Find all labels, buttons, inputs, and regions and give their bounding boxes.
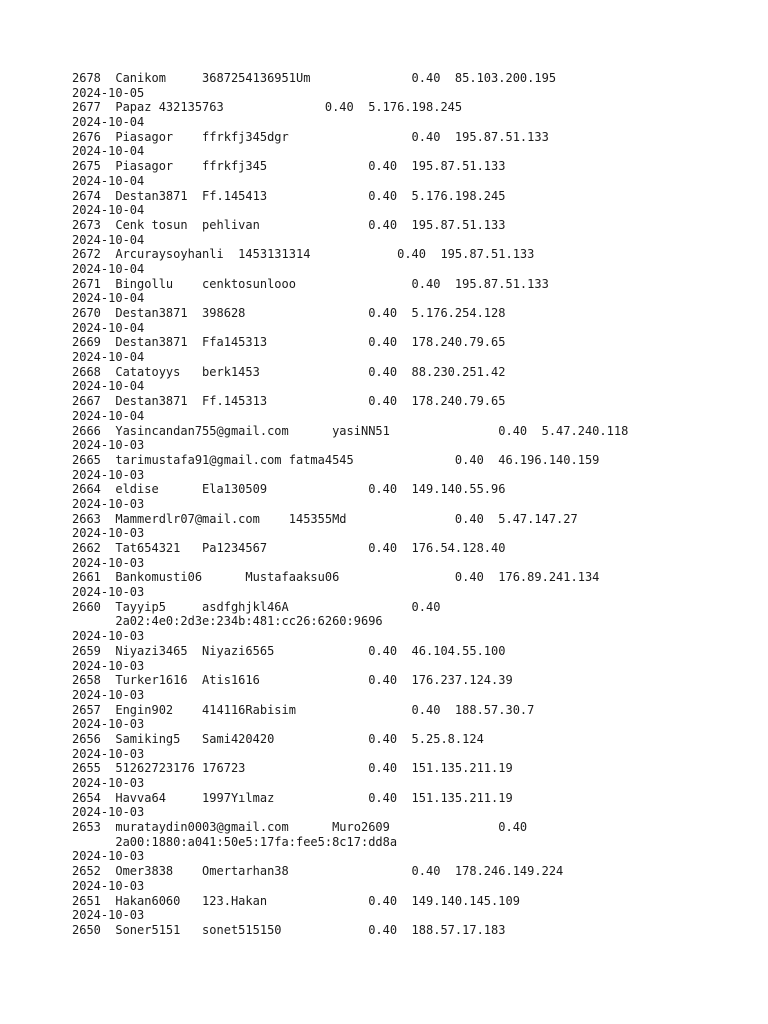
- record-entry: [72, 247, 752, 276]
- record-line: 2024-10-04: [72, 261, 145, 276]
- record-line: 2024-10-05: [72, 85, 145, 100]
- record-line: 2024-10-04: [72, 232, 145, 247]
- record-line: 2024-10-03: [72, 746, 145, 761]
- record-line: 2666 Yasincandan755@gmail.com yasiNN51 0.40 5.47.240.118: [72, 423, 629, 438]
- record-line: 2665 tarimustafa91@gmail.com fatma4545 0.40 46.196.140.159: [72, 452, 600, 467]
- record-line: 2652 Omer3838 Omertarhan38 0.40 178.246.149.224: [72, 864, 564, 879]
- record-entry: [72, 335, 752, 364]
- record-line: 2660 Tayyip5 asdfghjkl46A 0.40: [72, 599, 441, 614]
- record-entry: [72, 365, 752, 394]
- record-line: 2024-10-03: [72, 467, 145, 482]
- record-line: 2659 Niyazi3465 Niyazi6565 0.40 46.104.55.100: [72, 643, 506, 658]
- record-line: 2024-10-03: [72, 776, 145, 790]
- record-entry: [72, 159, 752, 188]
- record-entry: [72, 394, 752, 423]
- record-line: 2024-10-03: [72, 878, 145, 893]
- record-line: 2024-10-04: [72, 115, 145, 130]
- record-line: 2024-10-04: [72, 408, 145, 423]
- record-entry: [72, 424, 752, 453]
- record-line: 2024-10-04: [72, 350, 145, 365]
- record-line: 2024-10-03: [72, 687, 145, 702]
- record-entry: [72, 512, 752, 541]
- record-line: 2024-10-03: [72, 526, 145, 541]
- record-line: 2661 Bankomusti06 Mustafaaksu06 0.40 176.89.241.134: [72, 570, 600, 585]
- record-entry: [72, 306, 752, 335]
- record-entry: [72, 703, 752, 732]
- record-entry: [72, 923, 752, 938]
- record-entry: [72, 894, 752, 923]
- record-line: 2651 Hakan6060 123.Hakan 0.40 149.140.145.109: [72, 893, 520, 908]
- record-line: 2024-10-03: [72, 849, 145, 864]
- record-entry: [72, 570, 752, 599]
- record-entry: [72, 482, 752, 511]
- record-entry: [72, 189, 752, 218]
- record-line: 2024-10-04: [72, 379, 145, 394]
- record-entry: [72, 453, 752, 482]
- record-line: 2024-10-03: [72, 908, 145, 923]
- record-line: 2024-10-03: [72, 585, 145, 600]
- record-line: 2671 Bingollu cenktosunlooo 0.40 195.87.51.133: [72, 276, 549, 291]
- record-line: 2024-10-03: [72, 496, 145, 511]
- record-line: 2024-10-03: [72, 438, 145, 453]
- record-line: 2024-10-03: [72, 629, 145, 644]
- record-line: 2a02:4e0:2d3e:234b:481:cc26:6260:9696: [72, 614, 383, 629]
- record-line: 2024-10-04: [72, 291, 145, 306]
- record-line: 2024-10-03: [72, 555, 145, 570]
- record-line: 2024-10-03: [72, 717, 145, 732]
- record-line: 2670 Destan3871 398628 0.40 5.176.254.128: [72, 306, 506, 320]
- text-document: [72, 71, 752, 938]
- record-line: 2674 Destan3871 Ff.145413 0.40 5.176.198.245: [72, 188, 506, 203]
- record-line: 2a00:1880:a041:50e5:17fa:fee5:8c17:dd8a: [72, 834, 398, 849]
- record-line: 2656 Samiking5 Sami420420 0.40 5.25.8.124: [72, 731, 484, 746]
- record-line: 2676 Piasagor ffrkfj345dgr 0.40 195.87.51.133: [72, 129, 549, 144]
- record-entry: [72, 100, 752, 129]
- record-line: 2675 Piasagor ffrkfj345 0.40 195.87.51.133: [72, 159, 506, 174]
- record-entry: [72, 541, 752, 570]
- record-line: 2672 Arcuraysoyhanli 1453131314 0.40 195.87.51.133: [72, 247, 535, 262]
- record-line: 2658 Turker1616 Atis1616 0.40 176.237.124.39: [72, 673, 513, 688]
- record-line: 2024-10-03: [72, 805, 145, 820]
- record-line: 2664 eldise Ela130509 0.40 149.140.55.96: [72, 482, 506, 497]
- record-entry: [72, 864, 752, 893]
- record-entry: [72, 600, 752, 644]
- record-line: 2653 murataydin0003@gmail.com Muro2609 0.40: [72, 820, 528, 835]
- record-line: 2024-10-04: [72, 144, 145, 159]
- record-entry: [72, 732, 752, 761]
- record-line: 2663 Mammerdlr07@mail.com 145355Md 0.40 5.47.147.27: [72, 511, 578, 526]
- record-line: 2669 Destan3871 Ffa145313 0.40 178.240.79.65: [72, 335, 506, 350]
- record-line: 2655 51262723176 176723 0.40 151.135.211.19: [72, 761, 513, 776]
- record-entry: [72, 820, 752, 864]
- record-line: 2677 Papaz 432135763 0.40 5.176.198.245: [72, 100, 463, 115]
- record-line: 2662 Tat654321 Pa1234567 0.40 176.54.128.40: [72, 541, 506, 555]
- record-entry: [72, 644, 752, 673]
- record-entry: [72, 71, 752, 100]
- record-line: 2678 Canikom 3687254136951Um 0.40 85.103.200.195: [72, 71, 557, 85]
- record-line: 2024-10-04: [72, 320, 145, 335]
- record-entry: [72, 277, 752, 306]
- record-line: 2024-10-04: [72, 173, 145, 188]
- record-line: 2668 Catatoyys berk1453 0.40 88.230.251.42: [72, 364, 506, 379]
- record-entry: [72, 761, 752, 790]
- record-line: 2650 Soner5151 sonet515150 0.40 188.57.17.183: [72, 922, 506, 937]
- record-line: 2654 Havva64 1997Yılmaz 0.40 151.135.211.19: [72, 790, 513, 805]
- record-line: 2024-10-04: [72, 203, 145, 218]
- record-line: 2657 Engin902 414116Rabisim 0.40 188.57.30.7: [72, 702, 535, 717]
- record-entry: [72, 130, 752, 159]
- record-entry: [72, 673, 752, 702]
- record-line: 2667 Destan3871 Ff.145313 0.40 178.240.79.65: [72, 394, 506, 409]
- record-line: 2024-10-03: [72, 658, 145, 673]
- record-entry: [72, 218, 752, 247]
- record-line: 2673 Cenk tosun pehlivan 0.40 195.87.51.133: [72, 217, 506, 232]
- record-entry: [72, 791, 752, 820]
